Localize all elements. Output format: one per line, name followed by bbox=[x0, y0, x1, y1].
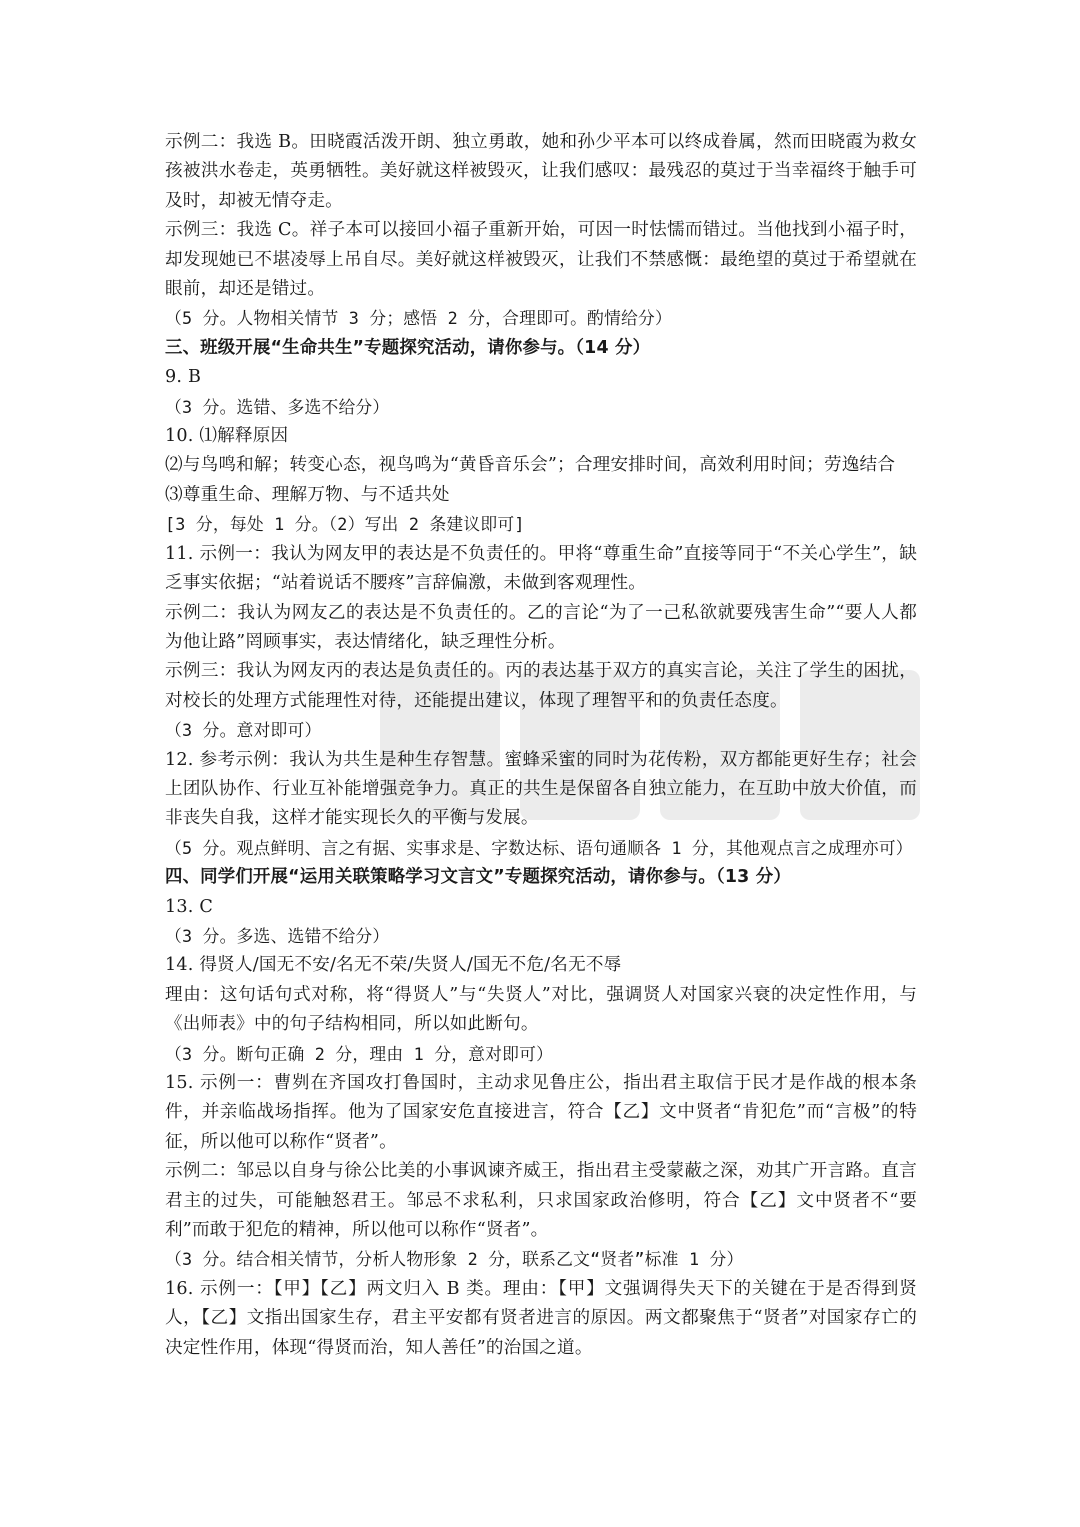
answer-9: 9. B bbox=[165, 367, 202, 388]
scoring-note: （3 分。多选、选错不给分） bbox=[165, 925, 390, 946]
answer-15-example-1: 15. 示例一：曹刿在齐国攻打鲁国时，主动求见鲁庄公，指出君主取信于民才是作战的根本条件，并亲临战场指挥。他为了国家安危直接进言，符合【乙】文中贤者“肯犯危”而“言极”的特征，所以他可以称作“贤者”。 bbox=[165, 1073, 917, 1152]
answer-10-part-1: 10. ⑴解释原因 bbox=[165, 426, 289, 447]
section-3-heading: 三、班级开展“生命共生”专题探究活动，请你参与。（14 分） bbox=[165, 337, 651, 358]
answer-16-example-1: 16. 示例一：【甲】【乙】两文归入 B 类。理由：【甲】文强调得失天下的关键在于是否得到贤人，【乙】文指出国家生存，君主平安都有贤者进言的原因。两文都聚焦于“贤者”对国家存亡的决定性作用，体现“得贤而治，知人善任”的治国之道。 bbox=[165, 1278, 917, 1358]
answer-15-example-2: 示例二：邹忌以自身与徐公比美的小事讽谏齐威王，指出君主受蒙蔽之深，劝其广开言路。直言君主的过失，可能触怒君王。邹忌不求私利，只求国家政治修明，符合【乙】文中贤者不“要利”而敢于犯危的精神，所以他可以称作“贤者”。 bbox=[165, 1161, 917, 1241]
example-3-paragraph: 示例三：我选 C。祥子本可以接回小福子重新开始，可因一时怯懦而错过。当他找到小福子时，却发现她已不堪凌辱上吊自尽。美好就这样被毁灭，让我们不禁感慨：最绝望的莫过于希望就在眼前，却还是错过。 bbox=[165, 220, 917, 300]
answer-11-example-1: 11. 示例一：我认为网友甲的表达是不负责任的。甲将“尊重生命”直接等同于“不关心学生”，缺乏事实依据；“站着说话不腰疼”言辞偏激，未做到客观理性。 bbox=[165, 543, 917, 594]
answer-content bbox=[165, 128, 917, 1363]
scoring-note: （3 分。选错、多选不给分） bbox=[165, 396, 390, 417]
answer-10-part-3: ⑶尊重生命、理解万物、与不适共处 bbox=[165, 484, 450, 505]
answer-11-example-2: 示例二：我认为网友乙的表达是不负责任的。乙的言论“为了一己私欲就要残害生命”“要人人都为他让路”罔顾事实，表达情绪化，缺乏理性分析。 bbox=[165, 602, 917, 652]
example-2-paragraph: 示例二：我选 B。田晓霞活泼开朗、独立勇敢，她和孙少平本可以终成眷属，然而田晓霞为救女孩被洪水卷走，英勇牺牲。美好就这样被毁灭，让我们感叹：最残忍的莫过于当幸福终于触手可及时，却被无情夺走。 bbox=[165, 132, 917, 211]
section-4-heading: 四、同学们开展“运用关联策略学习文言文”专题探究活动，请你参与。（13 分） bbox=[165, 867, 791, 888]
scoring-note: [3 分，每处 1 分。（2）写出 2 条建议即可] bbox=[165, 514, 525, 535]
answer-10-part-2: ⑵与鸟鸣和解；转变心态，视鸟鸣为“黄昏音乐会”；合理安排时间，高效利用时间；劳逸结合 bbox=[165, 455, 896, 476]
answer-11-example-3: 示例三：我认为网友丙的表达是负责任的。丙的表达基于双方的真实言论，关注了学生的困扰，对校长的处理方式能理性对待，还能提出建议，体现了理智平和的负责任态度。 bbox=[165, 661, 917, 711]
answer-14: 14. 得贤人/国无不安/名无不荣/失贤人/国无不危/名无不辱 bbox=[165, 955, 622, 976]
answer-13: 13. C bbox=[165, 896, 214, 917]
answer-14-reason: 理由：这句话句式对称，将“得贤人”与“失贤人”对比，强调贤人对国家兴衰的决定性作用，与《出师表》中的句子结构相同，所以如此断句。 bbox=[165, 984, 917, 1035]
scoring-note: （5 分。人物相关情节 3 分；感悟 2 分，合理即可。酌情给分） bbox=[165, 308, 672, 329]
answer-12: 12. 参考示例：我认为共生是种生存智慧。蜜蜂采蜜的同时为花传粉，双方都能更好生存；社会上团队协作、行业互补能增强竞争力。真正的共生是保留各自独立能力，在互助中放大价值，而非丧失自我，这样才能实现长久的平衡与发展。 bbox=[165, 749, 917, 829]
scoring-note: （3 分。结合相关情节，分析人物形象 2 分，联系乙文“贤者”标准 1 分） bbox=[165, 1249, 744, 1270]
scoring-note: （5 分。观点鲜明、言之有据、实事求是、字数达标、语句通顺各 1 分，其他观点言之成理亦可） bbox=[165, 837, 913, 858]
scoring-note: （3 分。断句正确 2 分，理由 1 分，意对即可） bbox=[165, 1043, 554, 1064]
scoring-note: （3 分。意对即可） bbox=[165, 720, 322, 741]
